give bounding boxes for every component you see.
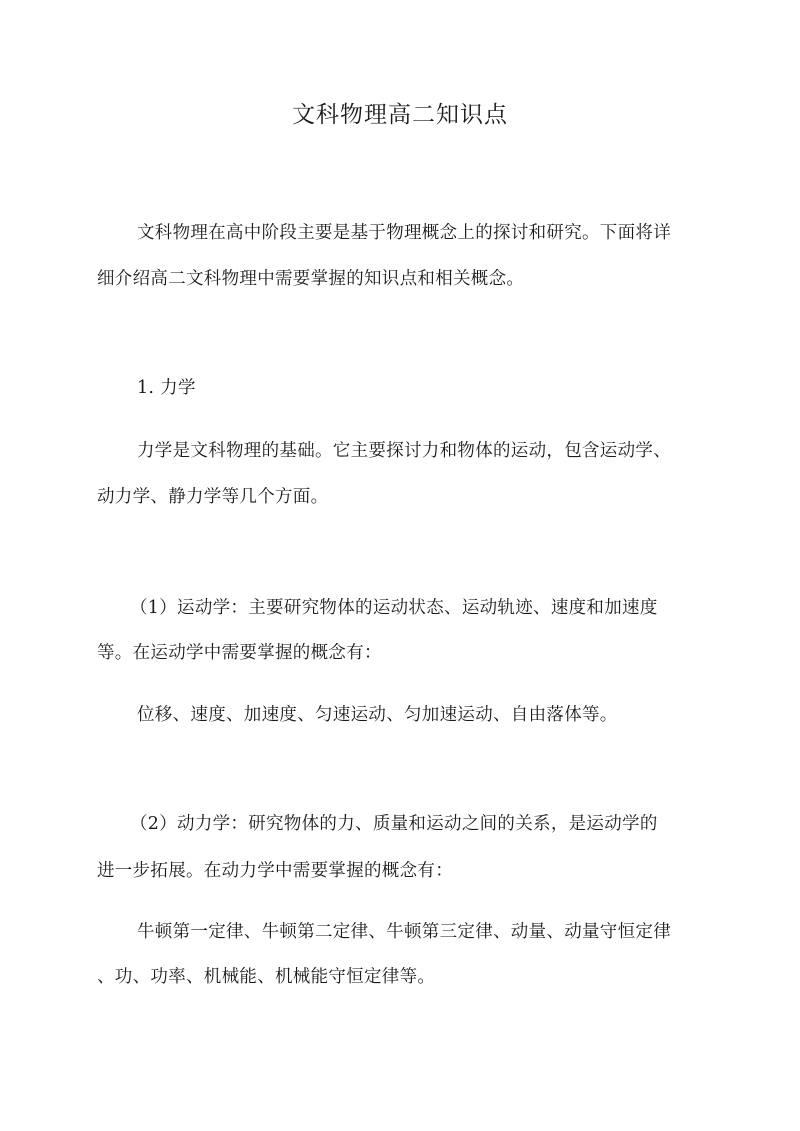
kinematics-desc-line-2: 等。在运动学中需要掌握的概念有： — [97, 643, 382, 663]
dynamics-concepts-line-1: 牛顿第一定律、牛顿第二定律、牛顿第三定律、动量、动量守恒定律 — [137, 922, 671, 942]
document-title: 文科物理高二知识点 — [292, 102, 508, 128]
intro-line-2: 细介绍高二文科物理中需要掌握的知识点和相关概念。 — [97, 269, 525, 289]
dynamics-concepts-line-2: 、功、功率、机械能、机械能守恒定律等。 — [97, 967, 436, 987]
kinematics-desc-line-1: （1）运动学：主要研究物体的运动状态、运动轨迹、速度和加速度 — [130, 598, 658, 618]
section-heading-mechanics: 1. 力学 — [137, 378, 196, 398]
mechanics-desc-line-1: 力学是文科物理的基础。它主要探讨力和物体的运动，包含运动学、 — [137, 441, 671, 461]
kinematics-concepts: 位移、速度、加速度、匀速运动、匀加速运动、自由落体等。 — [137, 705, 618, 725]
intro-line-1: 文科物理在高中阶段主要是基于物理概念上的探讨和研究。下面将详 — [137, 223, 671, 243]
dynamics-desc-line-1: （2）动力学：研究物体的力、质量和运动之间的关系，是运动学的 — [130, 814, 658, 834]
mechanics-desc-line-2: 动力学、静力学等几个方面。 — [97, 487, 329, 507]
dynamics-desc-line-2: 进一步拓展。在动力学中需要掌握的概念有： — [97, 861, 453, 881]
